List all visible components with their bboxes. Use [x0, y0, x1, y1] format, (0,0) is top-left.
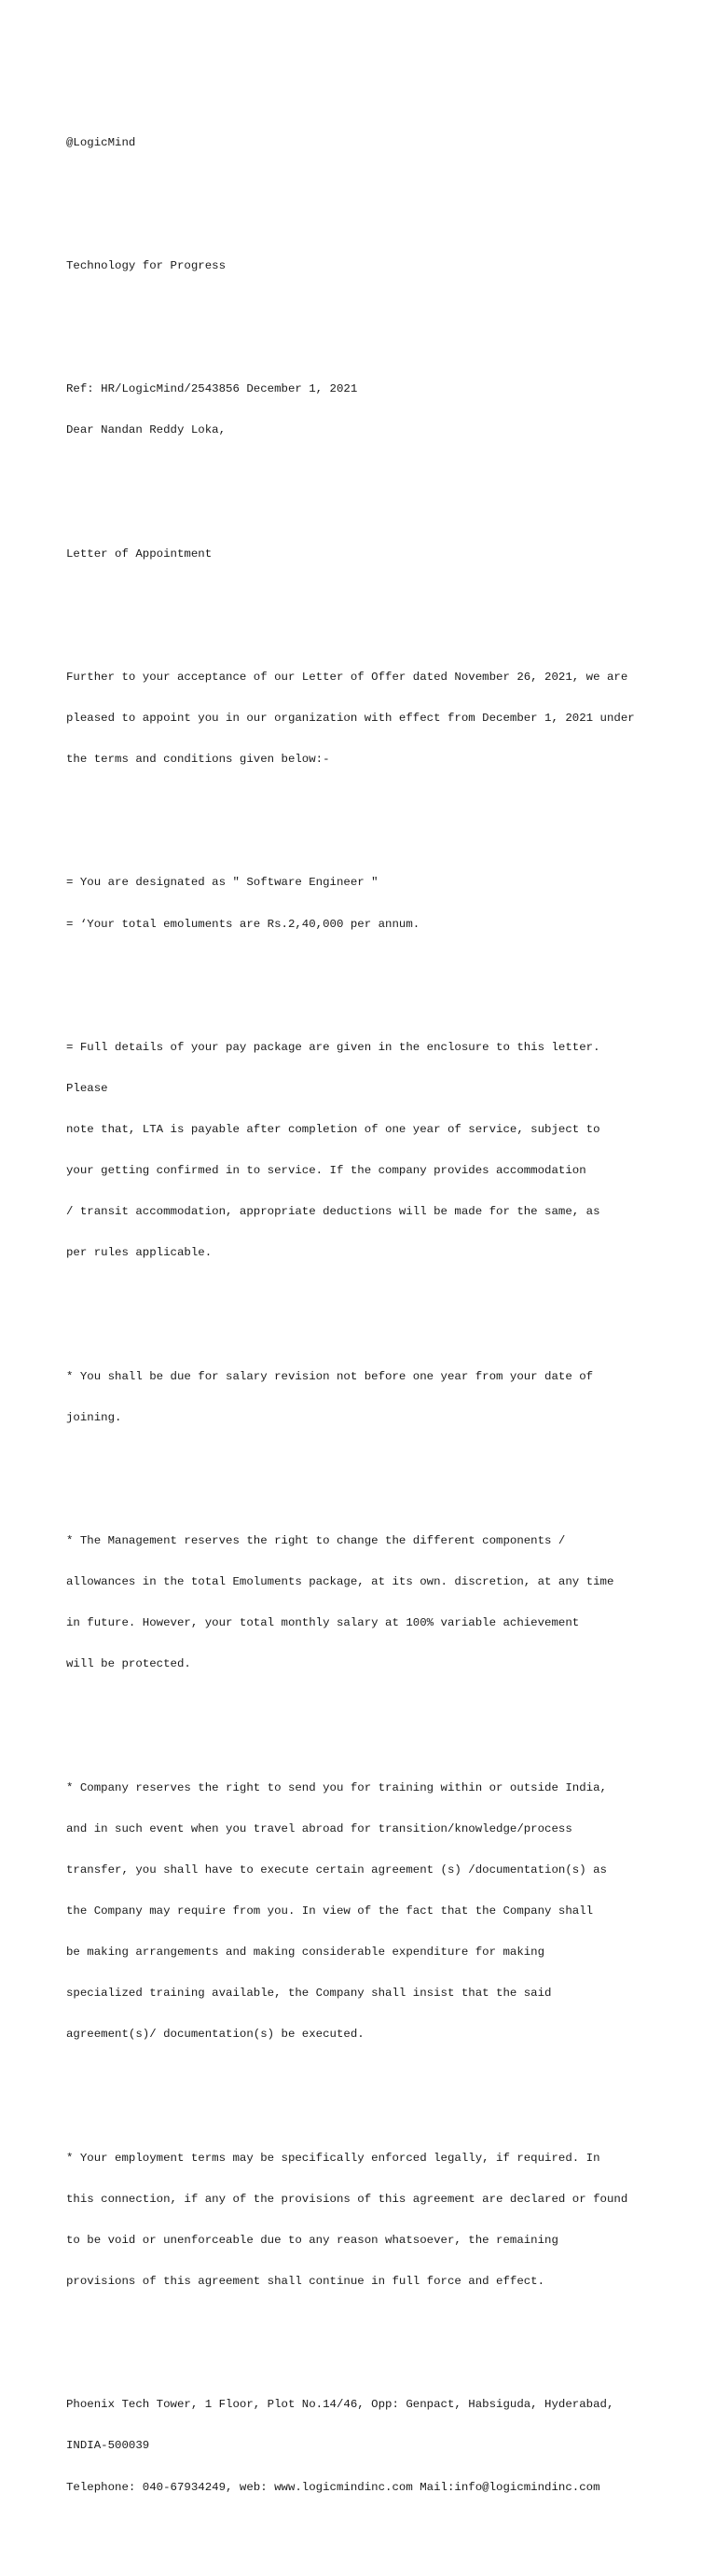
training-paragraph [66, 1753, 700, 2069]
management-rights-paragraph [66, 1507, 700, 1699]
salary-revision-paragraph [66, 1342, 700, 1452]
intro-paragraph [66, 643, 700, 794]
tagline-block [66, 231, 700, 300]
intro-line: the terms and conditions given below:- [66, 753, 330, 767]
designation-line: = You are designated as " Software Engineer " [66, 876, 379, 890]
pay-details-line: per rules applicable. [66, 1246, 213, 1260]
pay-details-line: note that, LTA is payable after completion of one year of service, subject to [66, 1123, 600, 1137]
subject-block [66, 519, 700, 589]
training-line: * Company reserves the right to send you for training within or outside India, [66, 1780, 607, 1794]
enforcement-paragraph [66, 2124, 700, 2316]
pay-details-line: Please [66, 1081, 108, 1095]
designation-paragraph [66, 849, 700, 959]
reference-block [66, 355, 700, 465]
management-rights-line: * The Management reserves the right to change the different components / [66, 1534, 566, 1548]
company-tagline: Technology for Progress [66, 258, 227, 272]
address-line: Phoenix Tech Tower, 1 Floor, Plot No.14/46, Opp: Genpact, Habsiguda, Hyderabad, [66, 2398, 614, 2412]
management-rights-line: allowances in the total Emoluments package, at its own. discretion, at any time [66, 1575, 614, 1589]
salutation-line: Dear Nandan Reddy Loka, [66, 423, 227, 437]
address-footer [66, 2371, 700, 2522]
training-line: the Company may require from you. In view of the fact that the Company shall [66, 1904, 594, 1918]
letter-subject: Letter of Appointment [66, 547, 213, 561]
pay-details-line: / transit accommodation, appropriate deductions will be made for the same, as [66, 1205, 600, 1219]
training-line: agreement(s)/ documentation(s) be executed. [66, 2028, 365, 2042]
enforcement-line: this connection, if any of the provisions of this agreement are declared or found [66, 2192, 628, 2206]
reference-line: Ref: HR/LogicMind/2543856 December 1, 2021 [66, 382, 358, 396]
management-rights-line: will be protected. [66, 1657, 191, 1671]
intro-line: Further to your acceptance of our Letter of Offer dated November 26, 2021, we are [66, 670, 628, 684]
contact-line: Telephone: 040-67934249, web: www.logicmindinc.com Mail:info@logicmindinc.com [66, 2480, 600, 2494]
training-line: transfer, you shall have to execute certain agreement (s) /documentation(s) as [66, 1863, 607, 1877]
pay-details-line: = Full details of your pay package are given in the enclosure to this letter. [66, 1040, 600, 1054]
training-line: be making arrangements and making considerable expenditure for making [66, 1946, 545, 1960]
letter-body [66, 67, 700, 2576]
training-line: specialized training available, the Company shall insist that the said [66, 1987, 552, 2001]
pay-details-paragraph [66, 1013, 700, 1287]
company-name: @LogicMind [66, 135, 136, 149]
training-line: and in such event when you travel abroad for transition/knowledge/process [66, 1821, 572, 1835]
pay-details-line: your getting confirmed in to service. If the company provides accommodation [66, 1164, 586, 1178]
emoluments-line: = ‘Your total emoluments are Rs.2,40,000 per annum. [66, 917, 420, 931]
salary-revision-line: * You shall be due for salary revision not before one year from your date of [66, 1369, 594, 1383]
intro-line: pleased to appoint you in our organization with effect from December 1, 2021 under [66, 711, 635, 725]
salary-revision-line: joining. [66, 1410, 122, 1424]
enforcement-line: provisions of this agreement shall continue in full force and effect. [66, 2275, 545, 2289]
company-name-block [66, 108, 700, 177]
enforcement-line: * Your employment terms may be specifically enforced legally, if required. In [66, 2151, 600, 2165]
postal-code-line: INDIA-500039 [66, 2439, 150, 2453]
management-rights-line: in future. However, your total monthly salary at 100% variable achievement [66, 1616, 580, 1630]
enforcement-line: to be void or unenforceable due to any reason whatsoever, the remaining [66, 2233, 558, 2247]
